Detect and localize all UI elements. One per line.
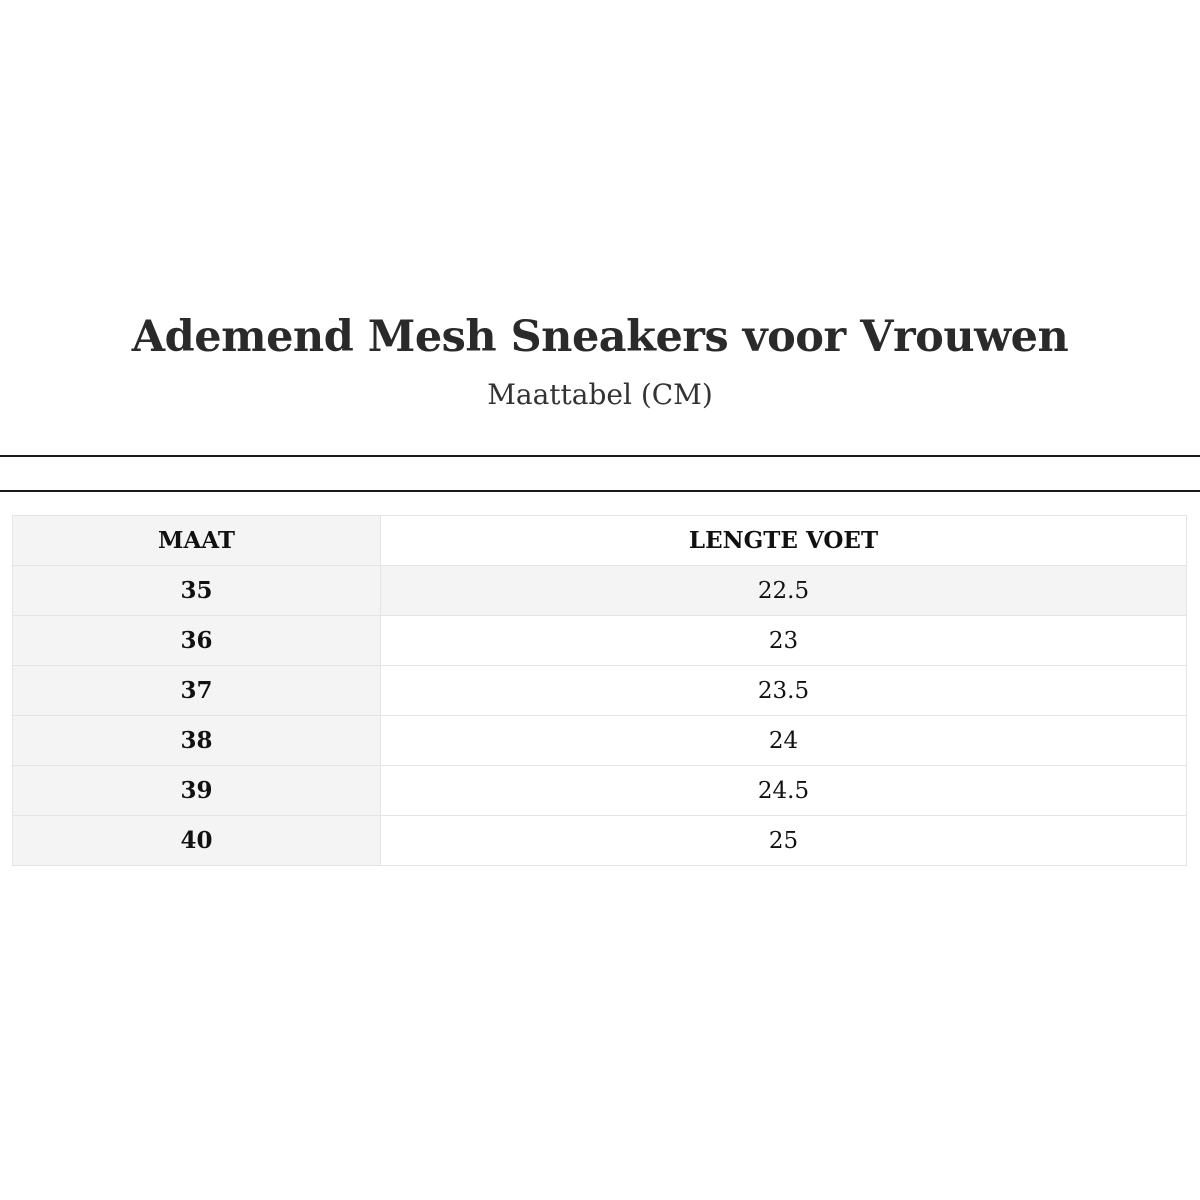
table-row <box>13 616 1187 666</box>
size-cell: 39 <box>13 766 381 816</box>
size-cell: 38 <box>13 716 381 766</box>
divider-bottom <box>0 490 1200 492</box>
length-cell: 23.5 <box>381 666 1187 716</box>
length-cell: 22.5 <box>381 566 1187 616</box>
length-cell: 25 <box>381 816 1187 866</box>
table-row <box>13 816 1187 866</box>
table-header-row <box>13 516 1187 566</box>
page-subtitle: Maattabel (CM) <box>487 378 713 411</box>
size-chart-table <box>12 515 1187 866</box>
size-cell: 37 <box>13 666 381 716</box>
table-row <box>13 716 1187 766</box>
length-cell: 24 <box>381 716 1187 766</box>
column-header-maat: MAAT <box>13 516 381 566</box>
table-row <box>13 766 1187 816</box>
size-cell: 35 <box>13 566 381 616</box>
length-cell: 23 <box>381 616 1187 666</box>
page-title: Ademend Mesh Sneakers voor Vrouwen <box>131 312 1069 362</box>
table-row <box>13 666 1187 716</box>
table-row <box>13 566 1187 616</box>
size-cell: 36 <box>13 616 381 666</box>
column-header-lengte-voet: LENGTE VOET <box>381 516 1187 566</box>
length-cell: 24.5 <box>381 766 1187 816</box>
size-cell: 40 <box>13 816 381 866</box>
divider-top <box>0 455 1200 457</box>
